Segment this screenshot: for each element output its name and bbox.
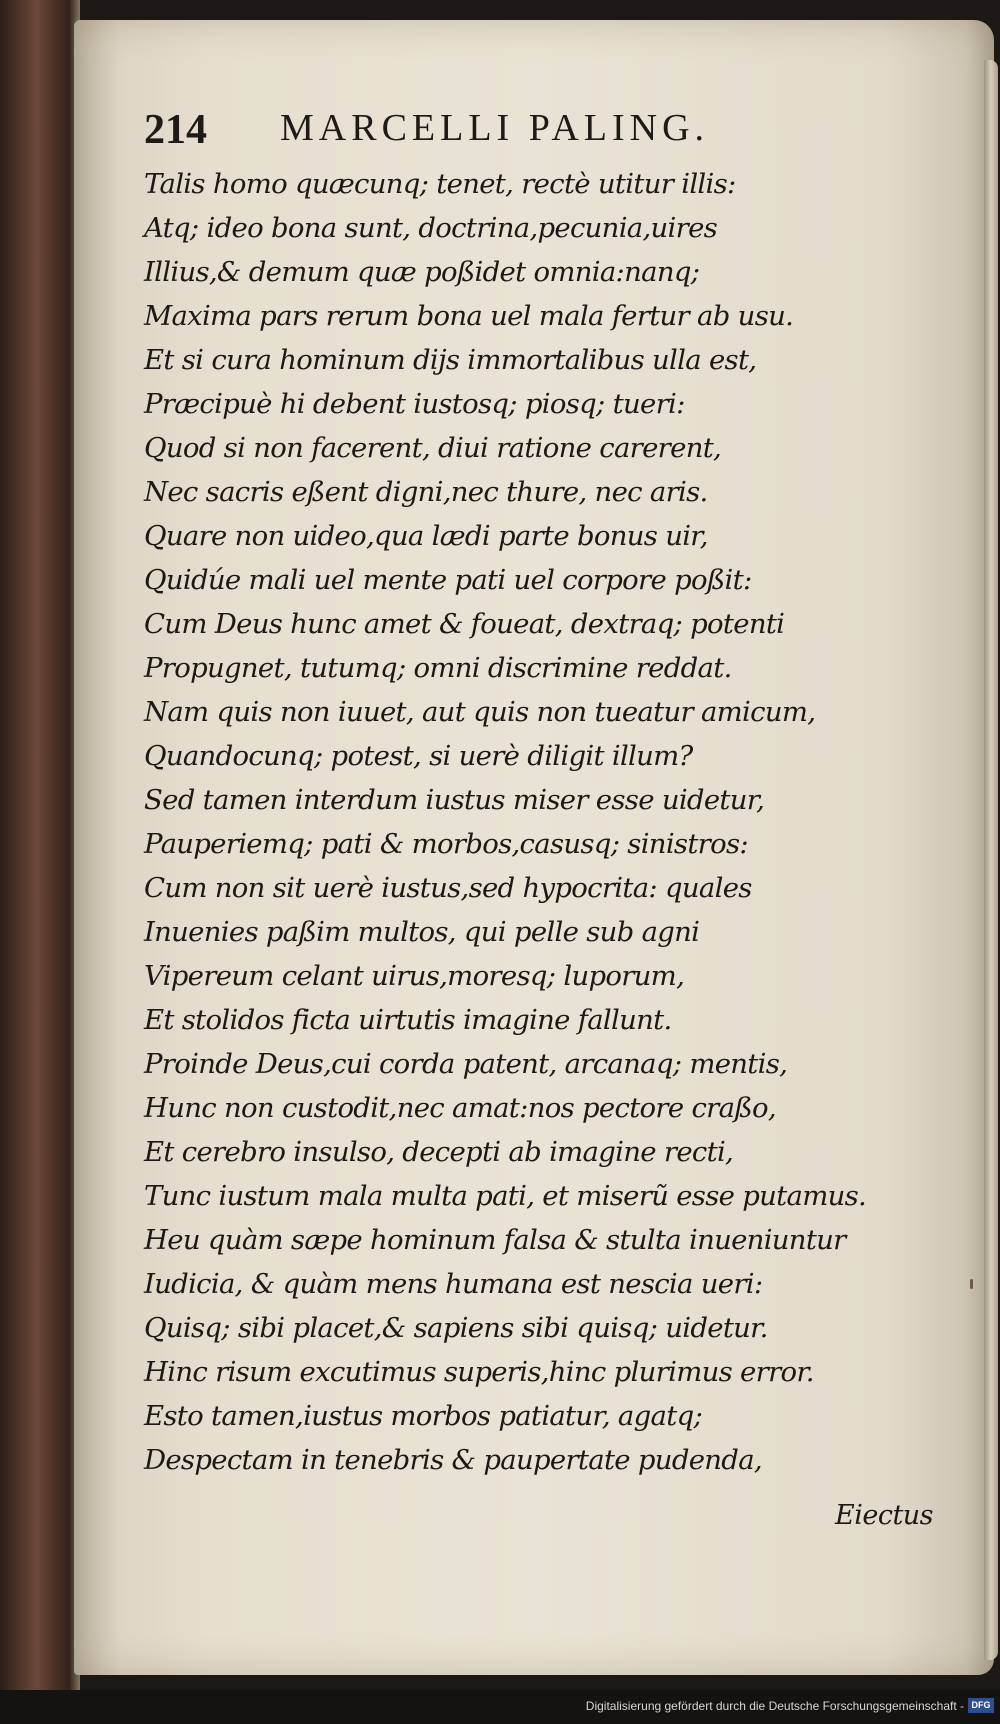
text-line: Sed tamen interdum iustus miser esse uidetur, [144, 784, 765, 816]
funding-credit: Digitalisierung gefördert durch die Deutsche Forschungsgemeinschaft - [585, 1699, 964, 1713]
text-line: Heu quàm sæpe hominum falsa & stulta inueniuntur [144, 1224, 846, 1256]
text-line: Et stolidos ficta uirtutis imagine fallunt. [144, 1004, 672, 1036]
text-line: Illius,& demum quæ poßidet omnia:nanq; [144, 256, 700, 288]
footer-bar [0, 1690, 1000, 1724]
text-line: Et si cura hominum dijs immortalibus ulla est, [144, 344, 757, 376]
text-line: Vipereum celant uirus,moresq; luporum, [144, 960, 685, 992]
text-line: Talis homo quæcunq; tenet, rectè utitur illis: [144, 168, 736, 200]
running-head: MARCELLI PALING. [280, 107, 710, 149]
text-line: Hunc non custodit,nec amat:nos pectore craßo, [144, 1092, 776, 1124]
text-line: Et cerebro insulso, decepti ab imagine recti, [144, 1136, 734, 1168]
text-line: Esto tamen,iustus morbos patiatur, agatq; [144, 1400, 703, 1432]
text-line: Nam quis non iuuet, aut quis non tueatur amicum, [144, 696, 816, 728]
text-line: Inuenies paßim multos, qui pelle sub agni [144, 916, 700, 948]
text-line: Proinde Deus,cui corda patent, arcanaq; mentis, [144, 1048, 788, 1080]
page-header [144, 100, 844, 160]
text-line: Quidúe mali uel mente pati uel corpore poßit: [144, 564, 752, 596]
text-line: Atq; ideo bona sunt, doctrina,pecunia,uires [144, 212, 718, 244]
text-line: Quisq; sibi placet,& sapiens sibi quisq; uidetur. [144, 1312, 768, 1344]
text-line: Quare non uideo,qua lædi parte bonus uir, [144, 520, 708, 552]
text-line: Tunc iustum mala multa pati, et miserũ esse putamus. [144, 1180, 867, 1212]
catchword: Eiectus [835, 1500, 934, 1531]
text-line: Iudicia, & quàm mens humana est nescia ueri: [144, 1268, 763, 1300]
text-line: Præcipuè hi debent iustosq; piosq; tueri: [144, 388, 685, 420]
page-number: 214 [144, 107, 207, 153]
dfg-logo-icon: DFG [968, 1698, 994, 1713]
text-line: Despectam in tenebris & paupertate pudenda, [144, 1444, 762, 1476]
text-line: Cum Deus hunc amet & foueat, dextraq; potenti [144, 608, 785, 640]
text-line: Nec sacris eßent digni,nec thure, nec aris. [144, 476, 708, 508]
text-line: Propugnet, tutumq; omni discrimine reddat. [144, 652, 732, 684]
book-spine [0, 0, 74, 1724]
text-line: Quandocunq; potest, si uerè diligit illum? [144, 740, 693, 772]
text-line: Pauperiemq; pati & morbos,casusq; sinistros: [144, 828, 748, 860]
ink-speck [970, 1279, 973, 1289]
text-line: Quod si non facerent, diui ratione carerent, [144, 432, 722, 464]
text-line: Maxima pars rerum bona uel mala fertur ab usu. [144, 300, 794, 332]
poem-text [144, 162, 934, 1482]
text-line: Hinc risum excutimus superis,hinc plurimus error. [144, 1356, 814, 1388]
text-line: Cum non sit uerè iustus,sed hypocrita: quales [144, 872, 752, 904]
page-edge [984, 60, 998, 1660]
